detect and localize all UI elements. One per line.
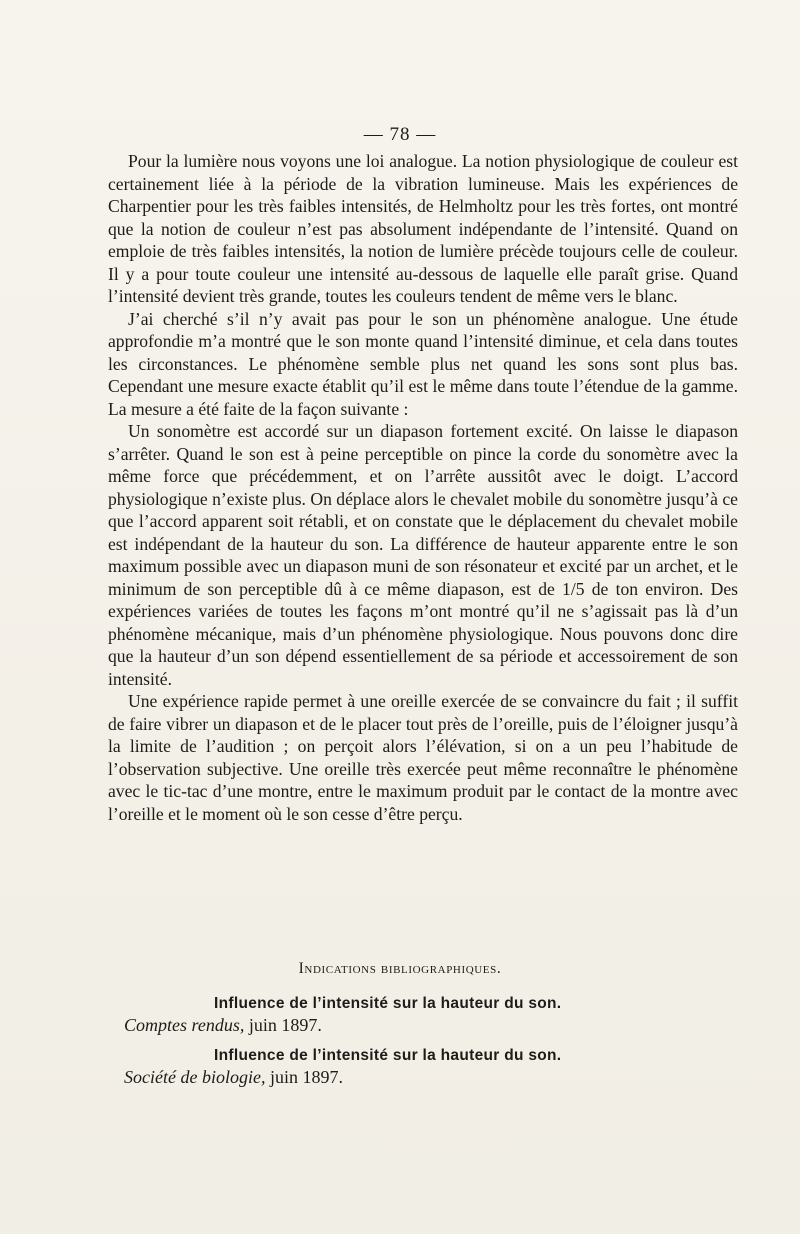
paragraph-sonometer-experiment: Un sonomètre est accordé sur un diapason fortement excité. On laisse le diapason s’arrêter. Quand le son est à peine perceptible on pince la corde du sonomètre avec la même force que précédemment, et on l’arrête aussitôt avec le doigt. L’accord physiologique n’existe plus. On déplace alors le chevalet mobile du sonomètre jusqu’à ce que l’accord apparent soit rétabli, et on constate que le déplacement du chevalet mobile est indépendant de la hauteur du son. La différence de hauteur apparente entre le son maximum possible avec un diapason muni de son résonateur et excité par un archet, et le minimum de son perceptible dû à ce même diapason, est de 1/5 de ton environ. Des expériences variées de toutes les façons m’ont montré qu’il ne s’agissait pas là d’un phénomène mécanique, mais d’un phénomène physiologique. Nous pouvons donc dire que la hauteur d’un son dépend essentiellement de sa période et accessoirement de son intensité.: [108, 421, 738, 689]
bibliography-entry: [124, 994, 744, 1036]
bibliography-entry-date: juin 1897.: [244, 1015, 322, 1035]
bibliography-entry-source: [124, 1014, 744, 1036]
bibliography-entry-title: Influence de l’intensité sur la hauteur du son.: [214, 1047, 562, 1064]
bibliography-entry-journal: Comptes rendus,: [124, 1015, 245, 1035]
bibliography-entry-title: Influence de l’intensité sur la hauteur du son.: [214, 995, 562, 1012]
page-number: — 78 —: [363, 124, 437, 145]
paragraph-quick-experiment: Une expérience rapide permet à une oreille exercée de se convaincre du fait ; il suffit de faire vibrer un diapason et de le placer tout près de l’oreille, puis de l’éloigner jusqu’à la limite de l’audition ; on perçoit alors l’élévation, si on a un peu l’habitude de l’observation subjective. Une oreille très exercée peut même reconnaître le phénomène avec le tic-tac d’une montre, entre le maximum produit par le contact de la montre avec l’oreille et le moment où le son cesse d’être perçu.: [108, 691, 738, 824]
bibliography-entry: [124, 1046, 744, 1088]
body-text: [108, 150, 738, 825]
bibliography-entry-date: juin 1897.: [265, 1067, 343, 1087]
bibliography-entry-source: [124, 1066, 744, 1088]
paragraph-sound-intensity: J’ai cherché s’il n’y avait pas pour le son un phénomène analogue. Une étude approfondie m’a montré que le son monte quand l’intensité diminue, et cela dans toutes les circonstances. Le phénomène semble plus net quand les sons sont plus bas. Cependant une mesure exacte établit qu’il est le même dans toute l’étendue de la gamme. La mesure a été faite de la façon suivante :: [108, 308, 738, 419]
bibliography-heading: Indications bibliographiques.: [298, 960, 502, 977]
paragraph-light-colour: Pour la lumière nous voyons une loi analogue. La notion physiologique de couleur est certainement liée à la période de la vibration lumineuse. Mais les expériences de Charpentier pour les très faibles intensités, de Helmholtz pour les très fortes, ont montré que la notion de couleur n’est pas absolument indépendante de l’intensité. Quand on emploie de très faibles intensités, la notion de lumière précède toujours celle de couleur. Il y a pour toute couleur une intensité au-dessous de laquelle elle paraît grise. Quand l’intensité devient très grande, toutes les couleurs tendent de même vers le blanc.: [108, 151, 738, 306]
bibliography-entry-journal: Société de biologie,: [124, 1067, 266, 1087]
bibliography-list: [124, 994, 744, 1098]
